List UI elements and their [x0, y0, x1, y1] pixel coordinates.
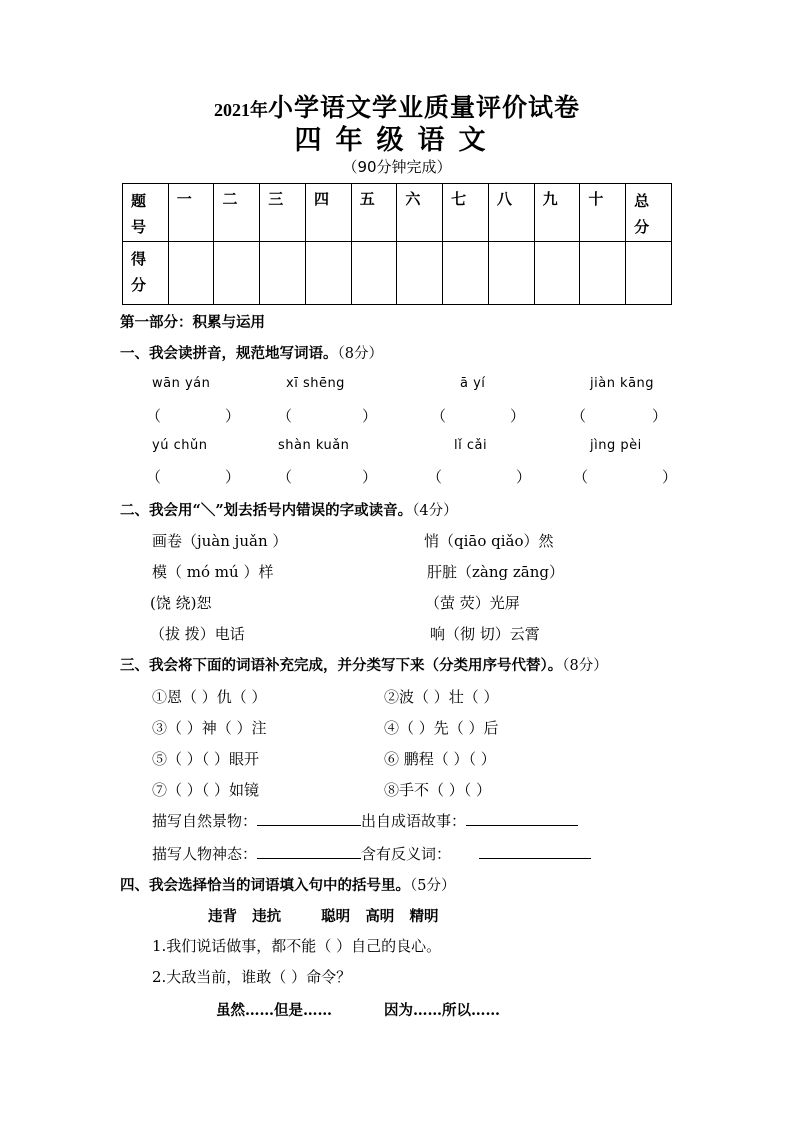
exam-duration: （90分钟完成） [342, 158, 452, 176]
score-cell[interactable] [443, 242, 489, 305]
category-label: 描写人物神态： [152, 845, 258, 863]
q1-pinyin-6: shàn kuǎn [278, 438, 350, 453]
q3-item[interactable]: ⑧手不（ ）（ ） [384, 781, 492, 799]
q1-answer-box[interactable]: （ ） [146, 407, 240, 425]
q2-item[interactable]: 响（彻 切）云霄 [430, 625, 540, 643]
q2-item[interactable]: （萤 荧）光屏 [425, 594, 520, 612]
score-cell[interactable] [397, 242, 443, 305]
col-header-1: 一 [168, 184, 214, 242]
word-option: 高明 [365, 908, 395, 925]
row-label-question-number: 题 号 [123, 184, 169, 242]
exam-title-text: 小学语文学业质量评价试卷 [267, 93, 580, 122]
category-label: 含有反义词： [361, 845, 452, 863]
q1-answer-box[interactable]: （ ） [427, 468, 531, 486]
col-header-2: 二 [214, 184, 260, 242]
q4-sentence[interactable]: 2.大敌当前，谁敢（ ）命令？ [152, 968, 352, 986]
q4-sentence[interactable]: 1.我们说话做事，都不能（ ）自己的良心。 [152, 937, 442, 955]
col-header-8: 八 [488, 184, 534, 242]
col-header-3: 三 [260, 184, 306, 242]
part1-heading: 第一部分：积累与运用 [120, 314, 265, 331]
col-header-4: 四 [305, 184, 351, 242]
q2-item[interactable]: 画卷（juàn juǎn ） [152, 532, 288, 550]
exam-year: 2021年 [213, 100, 268, 120]
q1-pinyin-5: yú chǔn [152, 438, 208, 453]
q2-item[interactable]: (饶 绕)恕 [150, 594, 212, 612]
q1-answer-box[interactable]: （ ） [277, 468, 377, 486]
q3-item[interactable]: ⑦（ ）（ ）如镜 [152, 781, 260, 799]
q3-category-row [152, 843, 591, 864]
q3-item[interactable]: ⑤（ ）（ ）眼开 [152, 750, 260, 768]
col-header-9: 九 [534, 184, 580, 242]
score-table-score-row [123, 242, 672, 305]
q3-item[interactable]: ②波（ ）壮（ ） [384, 688, 499, 706]
score-cell[interactable] [214, 242, 260, 305]
q1-pinyin-1: wān yán [152, 376, 211, 391]
answer-blank[interactable] [466, 811, 578, 826]
q1-pinyin-3: ā yí [460, 376, 486, 391]
q1-pinyin-7: lǐ cǎi [454, 438, 488, 453]
q2-item[interactable]: （拔 拨）电话 [150, 625, 245, 643]
col-header-5: 五 [351, 184, 397, 242]
q1-answer-box[interactable]: （ ） [431, 407, 525, 425]
score-cell[interactable] [351, 242, 397, 305]
score-cell[interactable] [305, 242, 351, 305]
word-option: 精明 [409, 908, 439, 925]
word-option: 聪明 [321, 908, 351, 925]
grade-subject: 四年级语文 [294, 125, 500, 156]
q2-item[interactable]: 模（ mó mú ）样 [152, 563, 274, 581]
q4-conjunction: 因为……所以…… [384, 1002, 500, 1019]
q4-conjunction: 虽然……但是…… [216, 1002, 332, 1019]
score-table [122, 183, 672, 305]
col-header-6: 六 [397, 184, 443, 242]
score-cell-total[interactable] [626, 242, 672, 305]
word-option: 违背 [208, 908, 237, 925]
score-cell[interactable] [488, 242, 534, 305]
q1-answer-box[interactable]: （ ） [571, 407, 667, 425]
q1-pinyin-2: xī shēng [286, 376, 345, 391]
q4-word-bank [208, 905, 438, 926]
col-header-total: 总 分 [626, 184, 672, 242]
q2-item[interactable]: 悄（qiāo qiǎo）然 [424, 532, 554, 550]
answer-blank[interactable] [479, 844, 591, 859]
category-label: 描写自然景物： [152, 812, 258, 830]
q1-pinyin-8: jìng pèi [590, 438, 642, 453]
answer-blank[interactable] [257, 844, 361, 859]
row-label-score: 得 分 [123, 242, 169, 305]
col-header-7: 七 [443, 184, 489, 242]
q1-answer-box[interactable]: （ ） [573, 468, 677, 486]
answer-blank[interactable] [257, 811, 361, 826]
q3-category-row [152, 810, 578, 831]
q3-title: 三、我会将下面的词语补充完成，并分类写下来（分类用序号代替）。（8分） [120, 657, 608, 674]
q4-title: 四、我会选择恰当的词语填入句中的括号里。（5分） [120, 877, 456, 894]
score-table-header-row [123, 184, 672, 242]
q3-item[interactable]: ④（ ）先（ ）后 [384, 719, 499, 737]
word-option: 违抗 [252, 908, 282, 925]
col-header-10: 十 [580, 184, 626, 242]
category-label: 出自成语故事： [361, 812, 467, 830]
q1-pinyin-4: jiàn kāng [590, 376, 655, 391]
q1-answer-box[interactable]: （ ） [277, 407, 377, 425]
q3-item[interactable]: ⑥ 鹏程（ ）（ ） [384, 750, 496, 768]
q1-title: 一、我会读拼音，规范地写词语。（8分） [120, 345, 383, 362]
q2-item[interactable]: 肝脏（zàng zāng） [427, 563, 564, 581]
q1-answer-box[interactable]: （ ） [146, 468, 240, 486]
q3-item[interactable]: ③（ ）神（ ）注 [152, 719, 267, 737]
score-cell[interactable] [168, 242, 214, 305]
score-cell[interactable] [580, 242, 626, 305]
q3-item[interactable]: ①恩（ ）仇（ ） [152, 688, 267, 706]
score-cell[interactable] [534, 242, 580, 305]
q2-title: 二、我会用“＼”划去括号内错误的字或读音。（4分） [120, 502, 458, 519]
score-cell[interactable] [260, 242, 306, 305]
